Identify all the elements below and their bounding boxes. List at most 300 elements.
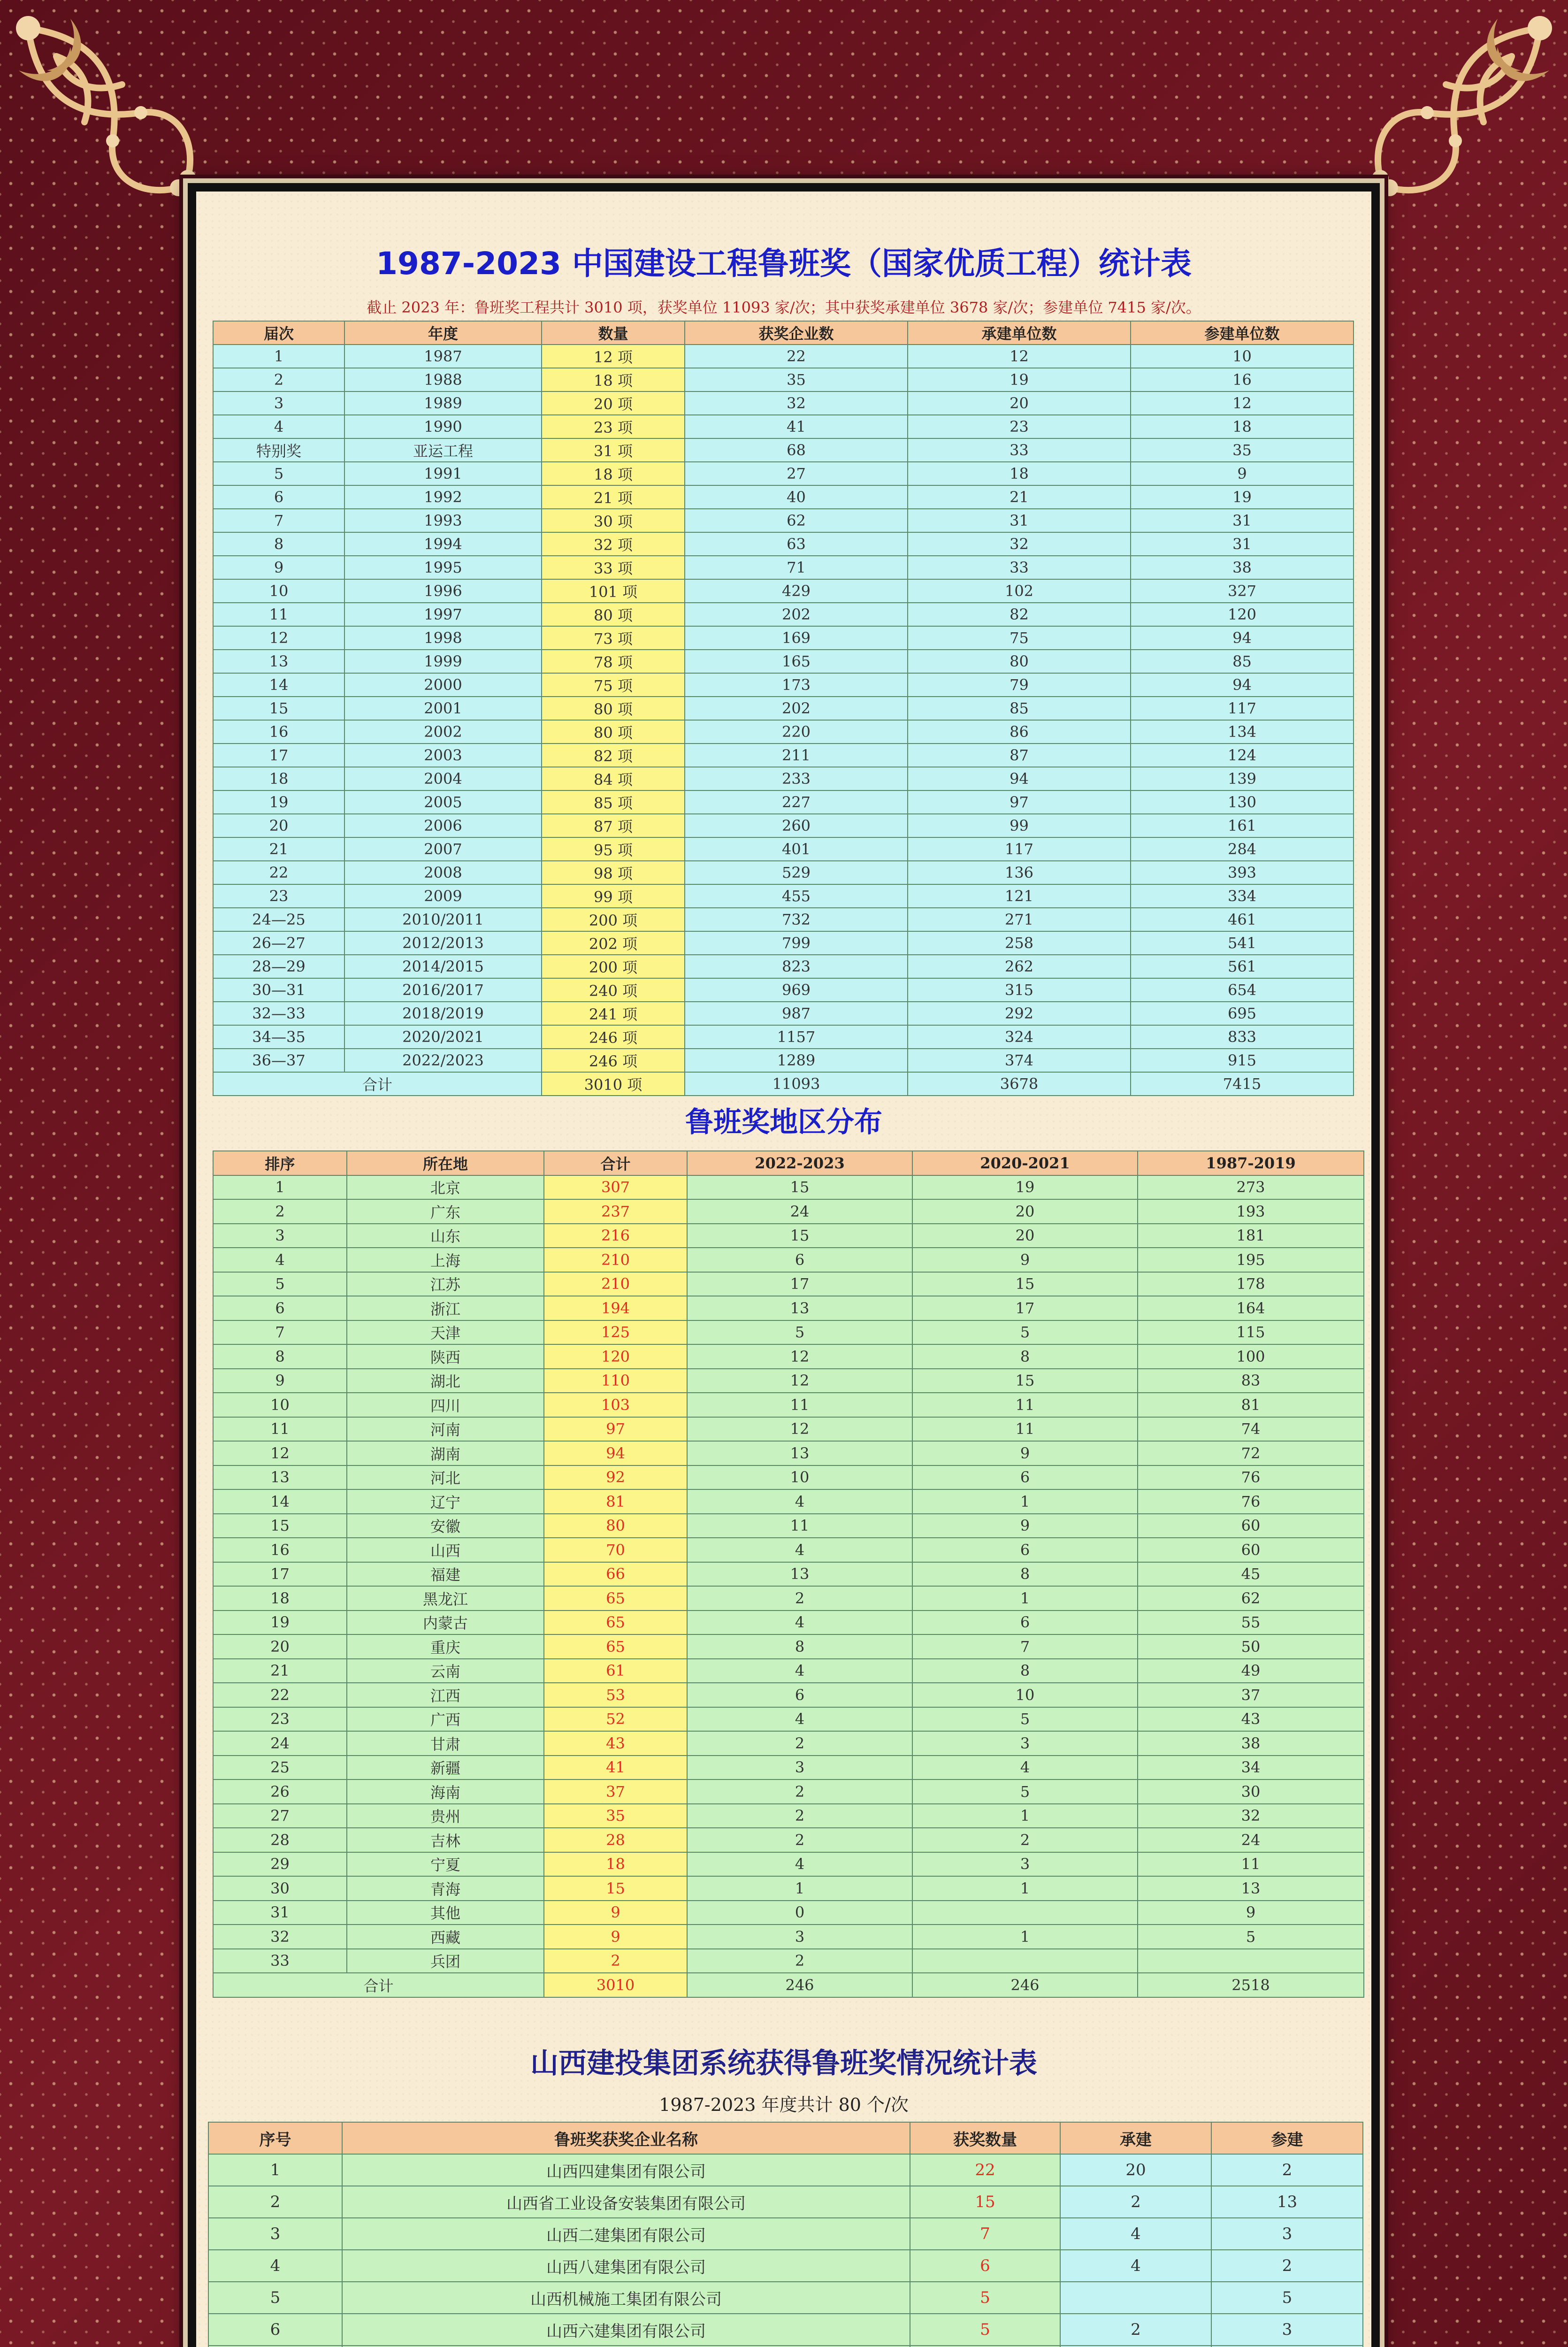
table-cell: 4 bbox=[687, 1611, 912, 1635]
table-cell: 31 bbox=[1131, 532, 1354, 556]
table-cell: 1998 bbox=[344, 626, 542, 650]
table-cell: 重庆 bbox=[347, 1634, 544, 1659]
table-cell: 1 bbox=[912, 1586, 1138, 1611]
table-cell: 4 bbox=[687, 1852, 912, 1877]
table-cell: 23 bbox=[213, 1707, 347, 1732]
table-cell: 8 bbox=[912, 1344, 1138, 1369]
table-cell: 4 bbox=[213, 415, 344, 438]
table-row bbox=[213, 532, 1354, 556]
table-cell: 10 bbox=[687, 1465, 912, 1490]
table-cell: 12 项 bbox=[542, 345, 685, 368]
table-row bbox=[213, 1199, 1364, 1224]
table-cell: 11 bbox=[687, 1514, 912, 1538]
table-row bbox=[213, 509, 1354, 532]
table-cell: 18 bbox=[213, 767, 344, 790]
table-cell: 海南 bbox=[347, 1779, 544, 1804]
column-header: 参建 bbox=[1211, 2122, 1363, 2154]
table-cell: 1989 bbox=[344, 391, 542, 415]
table-cell: 200 项 bbox=[542, 955, 685, 978]
table-cell: 284 bbox=[1131, 837, 1354, 861]
table-cell: 324 bbox=[908, 1025, 1131, 1049]
table-cell: 15 bbox=[544, 1876, 687, 1901]
table-cell: 94 bbox=[544, 1441, 687, 1465]
table-row bbox=[213, 1248, 1364, 1272]
table-cell: 湖北 bbox=[347, 1369, 544, 1393]
table-cell: 11 bbox=[687, 1393, 912, 1417]
table-cell: 193 bbox=[1138, 1199, 1364, 1224]
table-cell: 9 bbox=[544, 1925, 687, 1949]
table-cell: 99 bbox=[908, 814, 1131, 837]
table-cell: 河南 bbox=[347, 1417, 544, 1442]
table-cell: 28 bbox=[544, 1828, 687, 1852]
table-row bbox=[213, 1002, 1354, 1025]
table-cell: 26 bbox=[213, 1779, 347, 1804]
table-row bbox=[213, 485, 1354, 509]
table-cell: 2008 bbox=[344, 861, 542, 884]
table-cell: 山西省工业设备安装集团有限公司 bbox=[342, 2186, 910, 2218]
table-row bbox=[213, 861, 1354, 884]
table-cell: 22 bbox=[910, 2154, 1060, 2186]
table-cell: 山西二建集团有限公司 bbox=[342, 2218, 910, 2250]
table-header-row bbox=[208, 2122, 1363, 2154]
table-cell: 33 bbox=[908, 556, 1131, 579]
table-cell: 12 bbox=[687, 1369, 912, 1393]
table-cell: 76 bbox=[1138, 1489, 1364, 1514]
table-cell: 80 bbox=[544, 1514, 687, 1538]
table-cell: 2006 bbox=[344, 814, 542, 837]
table1-subtitle: 截止 2023 年：鲁班奖工程共计 3010 项，获奖单位 11093 家/次；其中获奖承建单位 3678 家/次；参建单位 7415 家/次。 bbox=[367, 299, 1201, 316]
table-cell: 200 项 bbox=[542, 908, 685, 931]
table-cell: 2 bbox=[687, 1731, 912, 1756]
column-header: 所在地 bbox=[347, 1151, 544, 1175]
table-cell: 1 bbox=[213, 345, 344, 368]
table-cell: 62 bbox=[1138, 1586, 1364, 1611]
table-cell: 52 bbox=[544, 1707, 687, 1732]
table-cell: 85 bbox=[1131, 650, 1354, 673]
table-cell: 3 bbox=[912, 1852, 1138, 1877]
table-cell: 262 bbox=[908, 955, 1131, 978]
table-cell: 271 bbox=[908, 908, 1131, 931]
table-cell: 32 bbox=[1138, 1804, 1364, 1828]
column-header: 2020-2021 bbox=[912, 1151, 1138, 1175]
table-cell: 合计 bbox=[213, 1072, 542, 1096]
table-row bbox=[213, 1756, 1364, 1780]
table-cell: 11 bbox=[213, 1417, 347, 1442]
table-cell: 9 bbox=[912, 1441, 1138, 1465]
table-cell: 9 bbox=[1138, 1901, 1364, 1925]
table-cell: 5 bbox=[213, 462, 344, 485]
table-cell: 101 项 bbox=[542, 579, 685, 603]
table-cell: 9 bbox=[544, 1901, 687, 1925]
table-row bbox=[208, 2282, 1363, 2314]
table-cell: 35 bbox=[685, 368, 908, 391]
table-cell: 16 bbox=[1131, 368, 1354, 391]
table-cell: 541 bbox=[1131, 931, 1354, 955]
column-header: 承建 bbox=[1060, 2122, 1211, 2154]
table-cell: 210 bbox=[544, 1272, 687, 1296]
table-cell: 6 bbox=[912, 1611, 1138, 1635]
table-cell: 3 bbox=[213, 391, 344, 415]
table-cell: 98 项 bbox=[542, 861, 685, 884]
table-cell: 24—25 bbox=[213, 908, 344, 931]
table-cell: 3010 项 bbox=[542, 1072, 685, 1096]
table-row bbox=[213, 1634, 1364, 1659]
column-header: 届次 bbox=[213, 321, 344, 345]
table-row bbox=[213, 884, 1354, 908]
table-cell: 5 bbox=[912, 1779, 1138, 1804]
table-cell: 99 项 bbox=[542, 884, 685, 908]
table-row bbox=[208, 2314, 1363, 2346]
table-cell: 2 bbox=[687, 1586, 912, 1611]
table-cell: 246 bbox=[912, 1973, 1138, 1997]
table-cell: 37 bbox=[1138, 1683, 1364, 1707]
table-cell: 561 bbox=[1131, 955, 1354, 978]
table-cell: 青海 bbox=[347, 1876, 544, 1901]
table-cell: 71 bbox=[685, 556, 908, 579]
table-cell: 12 bbox=[213, 626, 344, 650]
table-row bbox=[213, 556, 1354, 579]
table-cell: 34—35 bbox=[213, 1025, 344, 1049]
table-cell: 246 项 bbox=[542, 1025, 685, 1049]
table-cell: 327 bbox=[1131, 579, 1354, 603]
table-cell: 7 bbox=[213, 1320, 347, 1345]
table-cell: 258 bbox=[908, 931, 1131, 955]
table-cell: 江苏 bbox=[347, 1272, 544, 1296]
table-row bbox=[213, 462, 1354, 485]
table-cell: 115 bbox=[1138, 1320, 1364, 1345]
column-header: 鲁班奖获奖企业名称 bbox=[342, 2122, 910, 2154]
table-cell: 20 bbox=[912, 1224, 1138, 1248]
table-cell: 82 项 bbox=[542, 744, 685, 767]
column-header: 年度 bbox=[344, 321, 542, 345]
table-cell: 30 bbox=[213, 1876, 347, 1901]
table-cell: 13 bbox=[213, 1465, 347, 1490]
table-cell: 139 bbox=[1131, 767, 1354, 790]
table-row bbox=[213, 697, 1354, 720]
column-header: 承建单位数 bbox=[908, 321, 1131, 345]
table-row bbox=[213, 1659, 1364, 1683]
table-cell: 124 bbox=[1131, 744, 1354, 767]
table-cell: 5 bbox=[912, 1707, 1138, 1732]
table-cell: 2007 bbox=[344, 837, 542, 861]
table-cell: 220 bbox=[685, 720, 908, 744]
table-cell: 237 bbox=[544, 1199, 687, 1224]
table-cell: 10 bbox=[213, 579, 344, 603]
table-cell: 福建 bbox=[347, 1562, 544, 1587]
table-cell: 50 bbox=[1138, 1634, 1364, 1659]
table-cell: 10 bbox=[213, 1393, 347, 1417]
table-cell: 1990 bbox=[344, 415, 542, 438]
table-row bbox=[213, 1417, 1364, 1442]
total-row bbox=[213, 1072, 1354, 1096]
table-cell: 34 bbox=[1138, 1756, 1364, 1780]
table-cell: 60 bbox=[1138, 1538, 1364, 1562]
table-cell: 87 bbox=[908, 744, 1131, 767]
table-cell: 黑龙江 bbox=[347, 1586, 544, 1611]
table-cell: 210 bbox=[544, 1248, 687, 1272]
table-cell: 165 bbox=[685, 650, 908, 673]
table-cell: 13 bbox=[687, 1562, 912, 1587]
table-cell: 2 bbox=[213, 1199, 347, 1224]
table-cell: 1992 bbox=[344, 485, 542, 509]
table-cell: 天津 bbox=[347, 1320, 544, 1345]
table-cell: 134 bbox=[1131, 720, 1354, 744]
table-cell: 80 项 bbox=[542, 603, 685, 626]
table-cell: 上海 bbox=[347, 1248, 544, 1272]
table-row bbox=[213, 908, 1354, 931]
table-cell: 117 bbox=[908, 837, 1131, 861]
table-cell: 273 bbox=[1138, 1175, 1364, 1200]
table-cell: 19 bbox=[1131, 485, 1354, 509]
table-cell: 38 bbox=[1131, 556, 1354, 579]
table-cell: 亚运工程 bbox=[344, 438, 542, 462]
table-cell: 12 bbox=[1131, 391, 1354, 415]
table-cell: 30 项 bbox=[542, 509, 685, 532]
table-cell: 21 bbox=[908, 485, 1131, 509]
table-cell: 湖南 bbox=[347, 1441, 544, 1465]
table-cell: 36—37 bbox=[213, 1049, 344, 1072]
table-cell: 1996 bbox=[344, 579, 542, 603]
table-cell: 799 bbox=[685, 931, 908, 955]
table-cell: 211 bbox=[685, 744, 908, 767]
table-cell: 455 bbox=[685, 884, 908, 908]
table-cell: 15 bbox=[912, 1369, 1138, 1393]
table-cell: 2004 bbox=[344, 767, 542, 790]
table-cell: 30—31 bbox=[213, 978, 344, 1002]
table-cell: 2001 bbox=[344, 697, 542, 720]
table-cell: 5 bbox=[208, 2282, 342, 2314]
table-cell: 15 bbox=[687, 1224, 912, 1248]
table-cell: 429 bbox=[685, 579, 908, 603]
table-row bbox=[213, 1320, 1364, 1345]
table-cell: 86 bbox=[908, 720, 1131, 744]
table-cell: 227 bbox=[685, 790, 908, 814]
table-cell: 特别奖 bbox=[213, 438, 344, 462]
table-row bbox=[213, 931, 1354, 955]
table-cell: 307 bbox=[544, 1175, 687, 1200]
table1-title: 1987-2023 中国建设工程鲁班奖（国家优质工程）统计表 bbox=[376, 245, 1192, 282]
table-cell: 85 bbox=[908, 697, 1131, 720]
table-cell: 120 bbox=[1131, 603, 1354, 626]
table-cell: 136 bbox=[908, 861, 1131, 884]
table-cell: 173 bbox=[685, 673, 908, 697]
table-cell: 24 bbox=[213, 1731, 347, 1756]
table-cell: 92 bbox=[544, 1465, 687, 1490]
table-cell: 2003 bbox=[344, 744, 542, 767]
table-cell: 1995 bbox=[344, 556, 542, 579]
table-row bbox=[213, 1175, 1364, 1200]
table-cell: 1997 bbox=[344, 603, 542, 626]
table-cell: 461 bbox=[1131, 908, 1354, 931]
table-cell: 3 bbox=[208, 2218, 342, 2250]
table-cell: 贵州 bbox=[347, 1804, 544, 1828]
table-cell: 江西 bbox=[347, 1683, 544, 1707]
table-cell: 94 bbox=[908, 767, 1131, 790]
table3-subtitle: 1987-2023 年度共计 80 个/次 bbox=[659, 2094, 909, 2115]
table-cell: 北京 bbox=[347, 1175, 544, 1200]
table-cell: 12 bbox=[908, 345, 1131, 368]
table-cell: 120 bbox=[544, 1344, 687, 1369]
table-cell: 12 bbox=[687, 1417, 912, 1442]
table-cell: 18 项 bbox=[542, 462, 685, 485]
table-cell: 1 bbox=[208, 2154, 342, 2186]
table-cell: 2022/2023 bbox=[344, 1049, 542, 1072]
table-cell: 山东 bbox=[347, 1224, 544, 1248]
table-cell: 43 bbox=[1138, 1707, 1364, 1732]
table-cell: 30 bbox=[1138, 1779, 1364, 1804]
table-cell: 2 bbox=[1060, 2314, 1211, 2346]
table-cell: 45 bbox=[1138, 1562, 1364, 1587]
table-cell: 9 bbox=[1131, 462, 1354, 485]
table-row bbox=[213, 1538, 1364, 1562]
table-cell: 31 bbox=[213, 1901, 347, 1925]
table-row bbox=[213, 837, 1354, 861]
table-cell: 233 bbox=[685, 767, 908, 790]
table-cell: 41 bbox=[544, 1756, 687, 1780]
table-cell: 6 bbox=[912, 1465, 1138, 1490]
table-cell: 24 bbox=[1138, 1828, 1364, 1852]
table-cell: 5 bbox=[687, 1320, 912, 1345]
column-header: 数量 bbox=[542, 321, 685, 345]
table-cell: 55 bbox=[1138, 1611, 1364, 1635]
table-cell: 915 bbox=[1131, 1049, 1354, 1072]
table-cell: 31 bbox=[1131, 509, 1354, 532]
table-cell: 37 bbox=[544, 1779, 687, 1804]
table-cell: 1 bbox=[687, 1876, 912, 1901]
table-cell: 11 bbox=[912, 1417, 1138, 1442]
table-cell: 13 bbox=[213, 650, 344, 673]
table-row bbox=[208, 2250, 1363, 2282]
table-cell: 2 bbox=[1211, 2250, 1363, 2282]
table-cell: 21 bbox=[213, 1659, 347, 1683]
table-cell: 35 bbox=[544, 1804, 687, 1828]
table-cell: 65 bbox=[544, 1611, 687, 1635]
table-cell: 20 bbox=[908, 391, 1131, 415]
table-cell: 2002 bbox=[344, 720, 542, 744]
table-row bbox=[213, 368, 1354, 391]
table-cell: 130 bbox=[1131, 790, 1354, 814]
table-cell: 49 bbox=[1138, 1659, 1364, 1683]
table-cell: 2009 bbox=[344, 884, 542, 908]
table-cell: 2 bbox=[208, 2186, 342, 2218]
table-cell: 6 bbox=[213, 1296, 347, 1320]
table-cell: 2 bbox=[1211, 2154, 1363, 2186]
table-cell: 4 bbox=[208, 2250, 342, 2282]
table-cell: 19 bbox=[213, 1611, 347, 1635]
table-cell: 1991 bbox=[344, 462, 542, 485]
table-cell: 94 bbox=[1131, 673, 1354, 697]
table-cell: 75 项 bbox=[542, 673, 685, 697]
table-cell: 823 bbox=[685, 955, 908, 978]
table-cell: 393 bbox=[1131, 861, 1354, 884]
table-cell: 100 bbox=[1138, 1344, 1364, 1369]
table-cell: 6 bbox=[912, 1538, 1138, 1562]
table-cell: 17 bbox=[213, 1562, 347, 1587]
table-cell: 3 bbox=[1211, 2314, 1363, 2346]
table-cell: 32—33 bbox=[213, 1002, 344, 1025]
table-row bbox=[208, 2218, 1363, 2250]
table-cell: 3 bbox=[912, 1731, 1138, 1756]
table-cell: 19 bbox=[912, 1175, 1138, 1200]
table-row bbox=[213, 955, 1354, 978]
table-cell: 4 bbox=[687, 1489, 912, 1514]
table-cell: 21 bbox=[213, 837, 344, 861]
table-cell: 山西机械施工集团有限公司 bbox=[342, 2282, 910, 2314]
table-cell: 1 bbox=[912, 1925, 1138, 1949]
table-row bbox=[213, 1465, 1364, 1490]
table-row bbox=[213, 1586, 1364, 1611]
table-cell: 其他 bbox=[347, 1901, 544, 1925]
table-cell: 5 bbox=[1138, 1925, 1364, 1949]
table-cell: 25 bbox=[213, 1756, 347, 1780]
column-header: 参建单位数 bbox=[1131, 321, 1354, 345]
table-row bbox=[213, 720, 1354, 744]
table-cell: 202 bbox=[685, 603, 908, 626]
table-cell: 11 bbox=[1138, 1852, 1364, 1877]
table-cell: 110 bbox=[544, 1369, 687, 1393]
table-cell: 94 bbox=[1131, 626, 1354, 650]
table-cell: 374 bbox=[908, 1049, 1131, 1072]
table-cell: 4 bbox=[213, 1248, 347, 1272]
table-row bbox=[213, 1049, 1354, 1072]
table-row bbox=[213, 438, 1354, 462]
table-cell: 60 bbox=[1138, 1514, 1364, 1538]
table-cell: 15 bbox=[213, 1514, 347, 1538]
table-cell: 33 bbox=[908, 438, 1131, 462]
table-cell: 76 bbox=[1138, 1465, 1364, 1490]
table-cell: 32 bbox=[685, 391, 908, 415]
table-cell: 18 bbox=[544, 1852, 687, 1877]
table-cell: 66 bbox=[544, 1562, 687, 1587]
table-cell: 32 bbox=[908, 532, 1131, 556]
table-cell: 654 bbox=[1131, 978, 1354, 1002]
table-cell: 2012/2013 bbox=[344, 931, 542, 955]
table-cell: 78 项 bbox=[542, 650, 685, 673]
table-cell: 31 bbox=[908, 509, 1131, 532]
table-cell: 17 bbox=[213, 744, 344, 767]
table-cell: 2 bbox=[687, 1779, 912, 1804]
table-cell: 195 bbox=[1138, 1248, 1364, 1272]
table-cell: 吉林 bbox=[347, 1828, 544, 1852]
table-cell: 20 bbox=[1060, 2154, 1211, 2186]
table-cell: 云南 bbox=[347, 1659, 544, 1683]
table-cell: 2 bbox=[213, 368, 344, 391]
table-cell: 987 bbox=[685, 1002, 908, 1025]
table-cell: 17 bbox=[687, 1272, 912, 1296]
total-row bbox=[213, 1973, 1364, 1997]
table-cell: 95 项 bbox=[542, 837, 685, 861]
table-cell bbox=[1138, 1949, 1364, 1973]
shanxi-company-table bbox=[208, 2122, 1363, 2347]
table-cell: 1 bbox=[912, 1804, 1138, 1828]
table-cell: 28 bbox=[213, 1828, 347, 1852]
table-cell: 11093 bbox=[685, 1072, 908, 1096]
table-cell: 31 项 bbox=[542, 438, 685, 462]
table-cell: 2018/2019 bbox=[344, 1002, 542, 1025]
table-cell: 山西四建集团有限公司 bbox=[342, 2154, 910, 2186]
table-row bbox=[213, 1804, 1364, 1828]
table-cell: 19 bbox=[213, 790, 344, 814]
table-cell: 73 项 bbox=[542, 626, 685, 650]
table-cell: 13 bbox=[1138, 1876, 1364, 1901]
table-row bbox=[213, 814, 1354, 837]
table-cell: 13 bbox=[687, 1441, 912, 1465]
table-cell: 10 bbox=[1131, 345, 1354, 368]
table-cell: 7 bbox=[213, 509, 344, 532]
table-cell: 241 项 bbox=[542, 1002, 685, 1025]
table-cell: 8 bbox=[687, 1634, 912, 1659]
table-cell: 16 bbox=[213, 1538, 347, 1562]
